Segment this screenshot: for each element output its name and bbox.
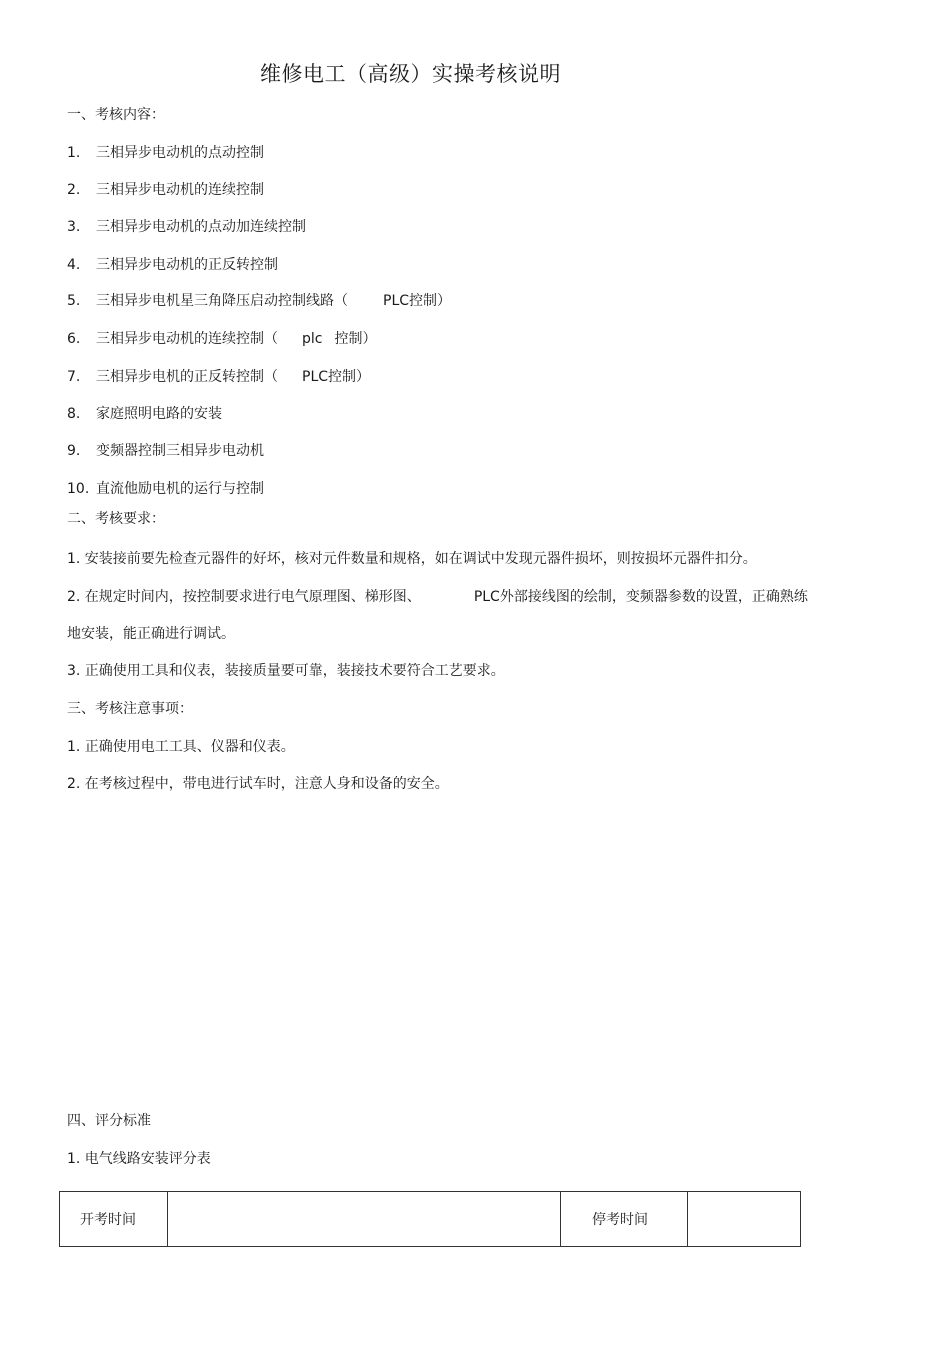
- list-item: 4. 三相异步电动机的正反转控制: [67, 257, 278, 273]
- start-time-value: [168, 1192, 561, 1247]
- end-time-label: 停考时间: [561, 1192, 688, 1247]
- section-heading-notes: 三、考核注意事项：: [67, 701, 193, 717]
- end-time-value: [688, 1192, 801, 1247]
- requirement-2-cont: 地安装，能正确进行调试。: [67, 626, 235, 642]
- note-2: 2. 在考核过程中，带电进行试车时，注意人身和设备的安全。: [67, 776, 449, 792]
- list-item: 9. 变频器控制三相异步电动机: [67, 443, 264, 459]
- section-heading-content: 一、考核内容：: [67, 107, 165, 123]
- list-item: 6. 三相异步电动机的连续控制（ plc 控制）: [67, 331, 377, 347]
- requirement-1: 1. 安装接前要先检查元器件的好坏，核对元件数量和规格，如在调试中发现元器件损坏，则按损坏元器件扣分。: [67, 551, 757, 567]
- list-item: 1. 三相异步电动机的点动控制: [67, 145, 264, 161]
- page-title: 维修电工（高级）实操考核说明: [260, 62, 561, 86]
- scoring-subheading: 1. 电气线路安装评分表: [67, 1151, 211, 1167]
- list-item: 2. 三相异步电动机的连续控制: [67, 182, 264, 198]
- requirement-2: 2. 在规定时间内，按控制要求进行电气原理图、梯形图、 PLC外部接线图的绘制，变频器参数的设置，正确熟练: [67, 589, 808, 605]
- scoring-table: [59, 1191, 801, 1247]
- list-item: 7. 三相异步电机的正反转控制（ PLC控制）: [67, 369, 371, 385]
- list-item: 3. 三相异步电动机的点动加连续控制: [67, 219, 306, 235]
- list-item: 8. 家庭照明电路的安装: [67, 406, 222, 422]
- list-item: 10. 直流他励电机的运行与控制: [67, 481, 264, 497]
- section-heading-requirements: 二、考核要求：: [67, 511, 165, 527]
- section-heading-scoring: 四、评分标准: [67, 1113, 151, 1129]
- table-row: [60, 1192, 801, 1247]
- note-1: 1. 正确使用电工工具、仪器和仪表。: [67, 739, 295, 755]
- start-time-label: 开考时间: [60, 1192, 168, 1247]
- list-item: 5. 三相异步电机星三角降压启动控制线路（ PLC控制）: [67, 293, 452, 309]
- requirement-3: 3. 正确使用工具和仪表，装接质量要可靠，装接技术要符合工艺要求。: [67, 663, 505, 679]
